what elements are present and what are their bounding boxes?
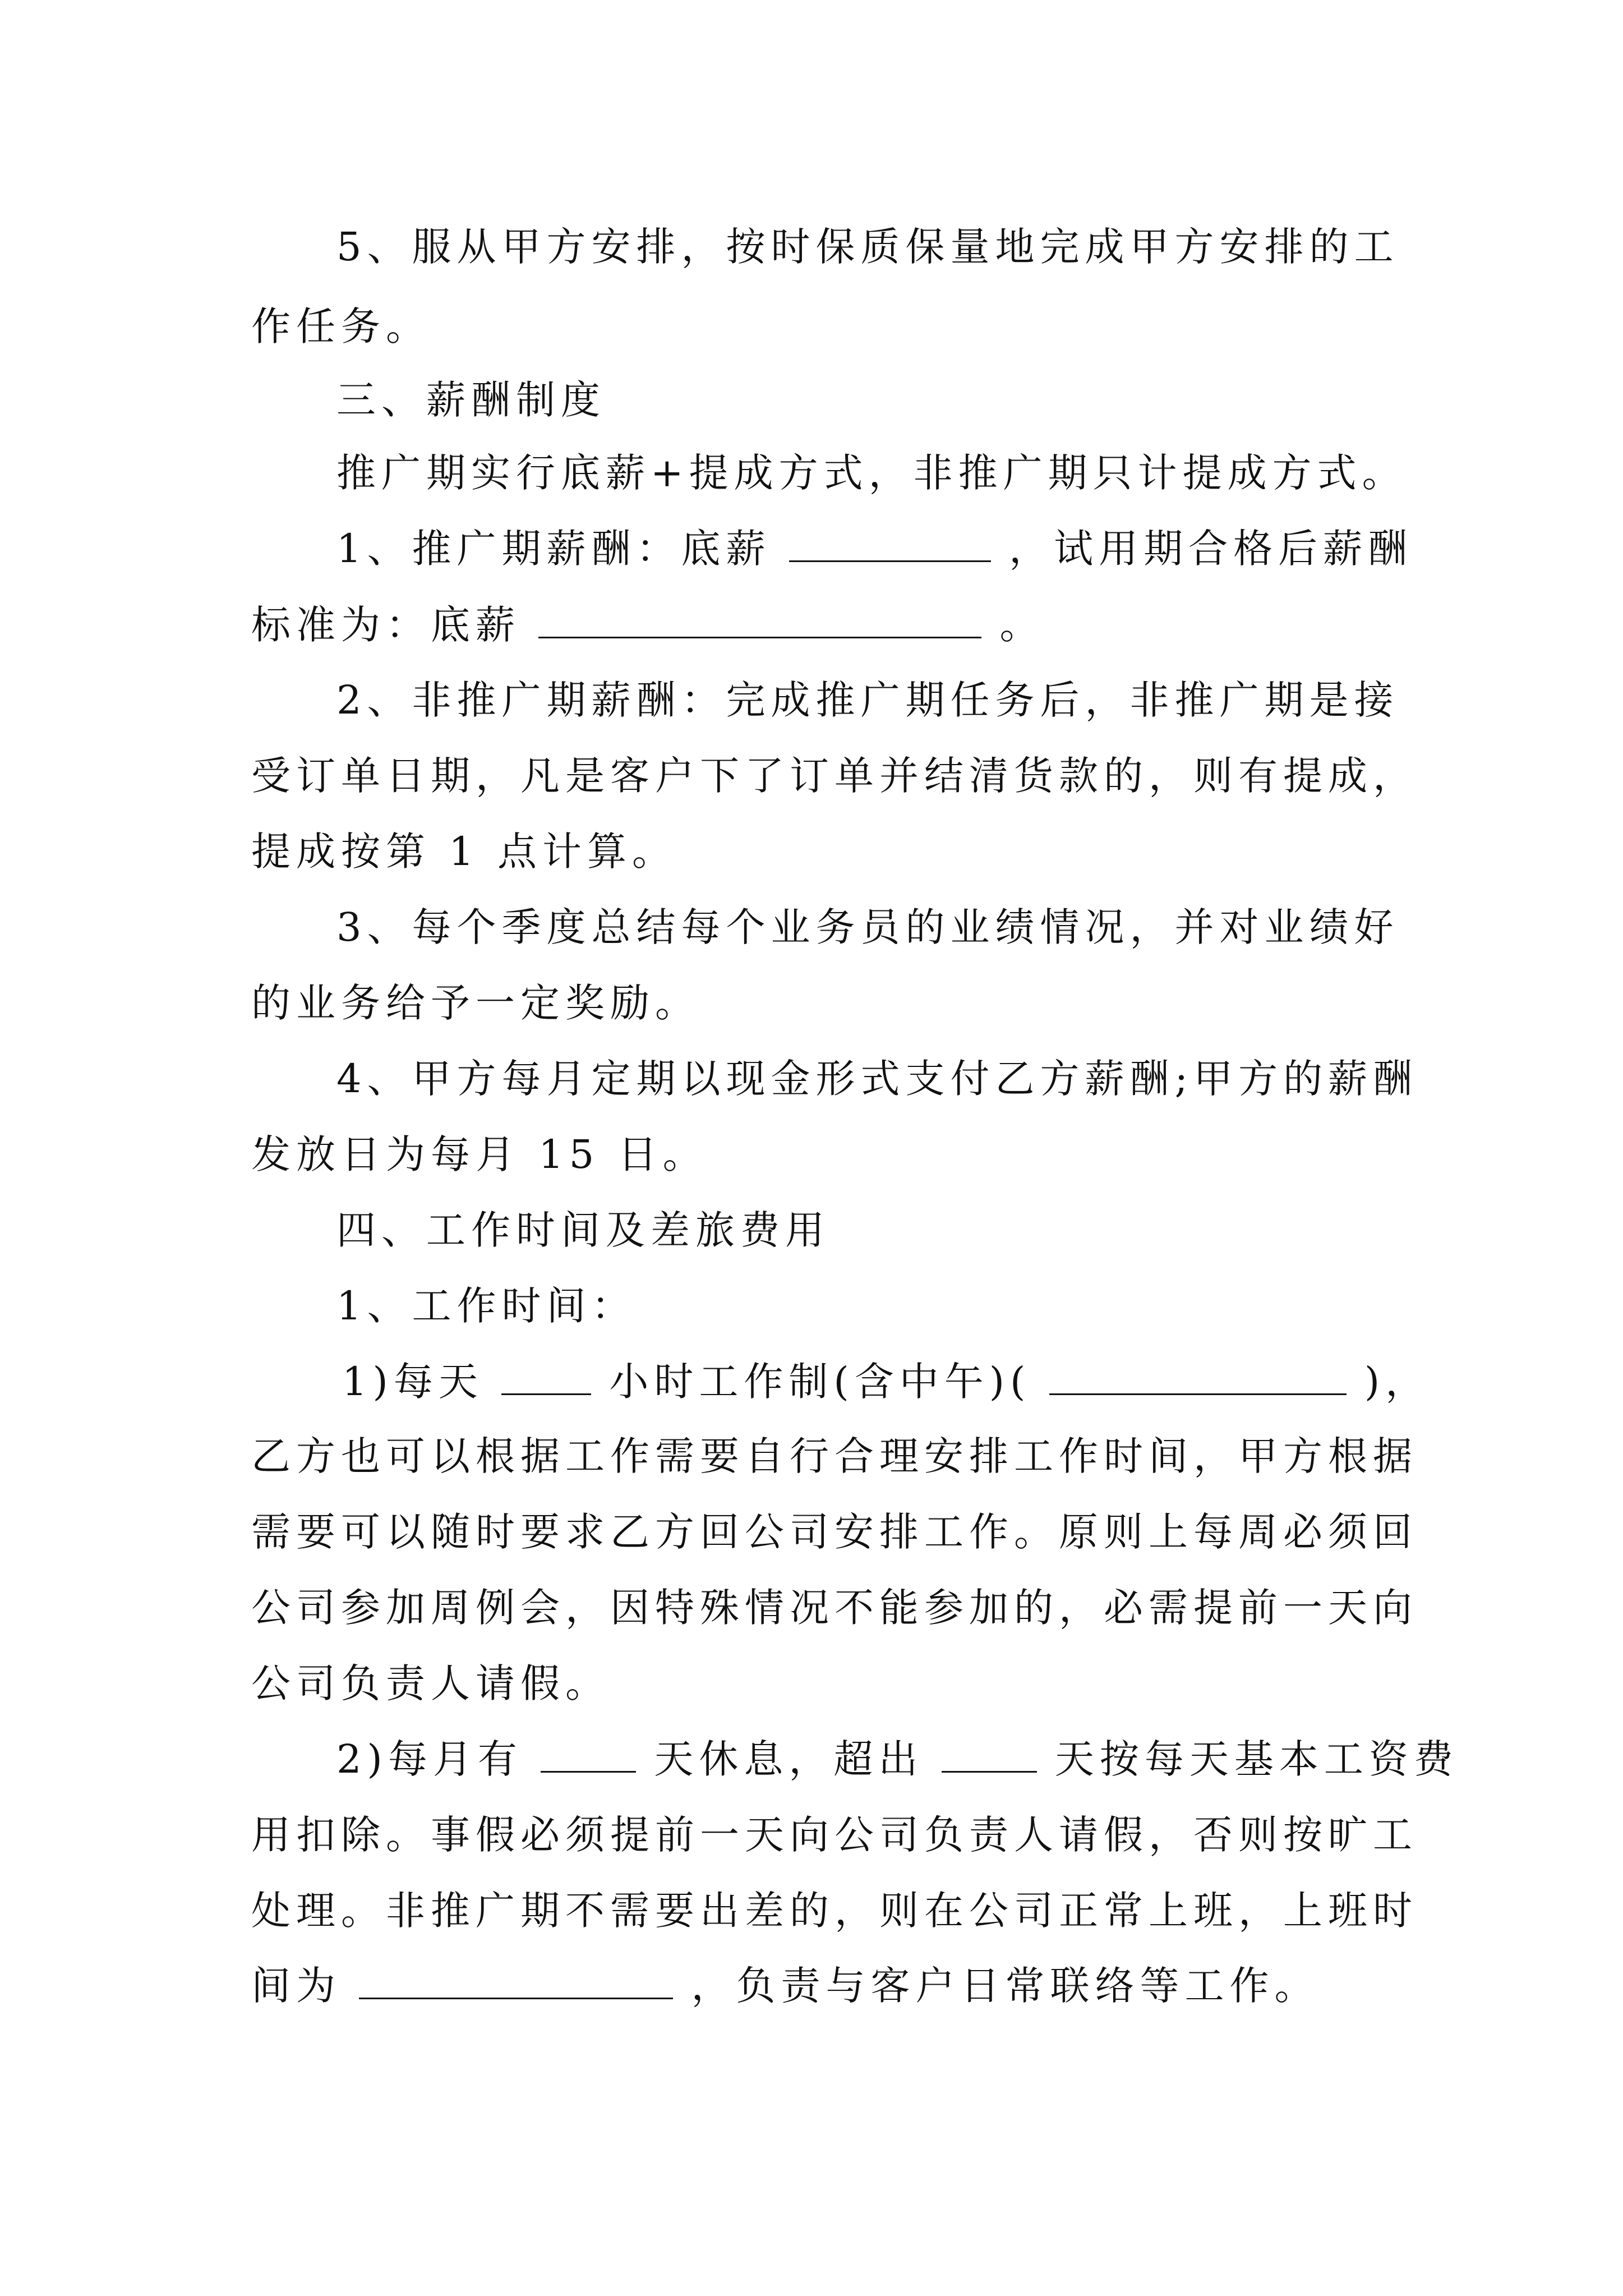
paragraph-line <box>0 976 1623 1030</box>
text-segment: 推广期实行底薪+提成方式，非推广期只计提成方式。 <box>336 450 1407 496</box>
paragraph-line <box>0 446 1623 500</box>
paragraph-line <box>0 749 1623 803</box>
paragraph-line <box>0 300 1623 353</box>
paragraph-line <box>0 522 1623 576</box>
fill-in-blank[interactable] <box>359 1963 673 1999</box>
paragraph-line <box>0 1581 1623 1635</box>
text-segment: 公司参加周例会，因特殊情况不能参加的，必需提前一天向 <box>251 1585 1418 1631</box>
text-segment: 发放日为每月 15 日。 <box>251 1131 708 1177</box>
text-segment: 处理。非推广期不需要出差的，则在公司正常上班，上班时 <box>251 1888 1418 1934</box>
text-segment: 2、非推广期薪酬：完成推广期任务后，非推广期是接 <box>336 677 1399 723</box>
text-segment: 1)每天 <box>342 1359 483 1405</box>
text-segment: 四、工作时间及差旅费用 <box>336 1207 830 1253</box>
fill-in-blank[interactable] <box>541 1736 636 1773</box>
paragraph-line <box>0 1279 1623 1333</box>
paragraph-line <box>0 1128 1623 1181</box>
paragraph-line <box>0 1052 1623 1106</box>
text-segment: 天休息，超出 <box>654 1736 924 1782</box>
section-heading <box>0 373 1623 427</box>
paragraph-line <box>0 1355 1623 1409</box>
fill-in-blank[interactable] <box>789 526 991 562</box>
fill-in-blank[interactable] <box>942 1736 1037 1773</box>
paragraph-line <box>0 1505 1623 1559</box>
text-segment: 3、每个季度总结每个业务员的业绩情况，并对业绩好 <box>336 904 1399 950</box>
text-segment: 4、甲方每月定期以现金形式支付乙方薪酬;甲方的薪酬 <box>336 1056 1418 1102</box>
text-segment: 受订单日期，凡是客户下了订单并结清货款的，则有提成， <box>251 753 1418 799</box>
paragraph-line <box>0 598 1623 652</box>
paragraph-line <box>0 220 1623 274</box>
text-segment: ，试用期合格后薪酬 <box>1009 526 1413 572</box>
text-segment: 三、薪酬制度 <box>336 377 606 423</box>
text-segment: 用扣除。事假必须提前一天向公司负责人请假，否则按旷工 <box>251 1812 1418 1858</box>
paragraph-line <box>0 1657 1623 1710</box>
paragraph-line <box>0 1429 1623 1483</box>
text-segment: ，负责与客户日常联络等工作。 <box>691 1963 1320 2009</box>
text-segment: )， <box>1364 1359 1431 1405</box>
section-heading <box>0 1203 1623 1257</box>
text-segment: 天按每天基本工资费 <box>1054 1736 1459 1782</box>
paragraph-line <box>0 1959 1623 2013</box>
text-segment: 需要可以随时要求乙方回公司安排工作。原则上每周必须回 <box>251 1509 1418 1555</box>
text-segment: 1、工作时间： <box>336 1283 637 1329</box>
text-segment: 标准为：底薪 <box>251 602 520 648</box>
text-segment: 。 <box>999 602 1045 648</box>
text-segment: 公司负责人请假。 <box>251 1660 610 1706</box>
text-segment: 间为 <box>251 1963 341 2009</box>
fill-in-blank[interactable] <box>1049 1359 1347 1395</box>
text-segment: 的业务给予一定奖励。 <box>251 980 700 1026</box>
paragraph-line <box>0 1732 1623 1786</box>
paragraph-line <box>0 1884 1623 1938</box>
paragraph-line <box>0 900 1623 954</box>
text-segment: 1、推广期薪酬：底薪 <box>336 526 771 572</box>
paragraph-line <box>0 673 1623 727</box>
text-segment: 2)每月有 <box>336 1736 523 1782</box>
paragraph-line <box>0 1808 1623 1862</box>
text-segment: 小时工作制(含中午)( <box>609 1359 1031 1405</box>
text-segment: 作任务。 <box>251 303 431 349</box>
fill-in-blank[interactable] <box>538 602 981 638</box>
paragraph-line <box>0 825 1623 878</box>
text-segment: 乙方也可以根据工作需要自行合理安排工作时间，甲方根据 <box>251 1433 1418 1479</box>
fill-in-blank[interactable] <box>501 1359 591 1395</box>
text-segment: 5、服从甲方安排，按时保质保量地完成甲方安排的工 <box>336 224 1399 270</box>
text-segment: 提成按第 1 点计算。 <box>251 829 677 875</box>
